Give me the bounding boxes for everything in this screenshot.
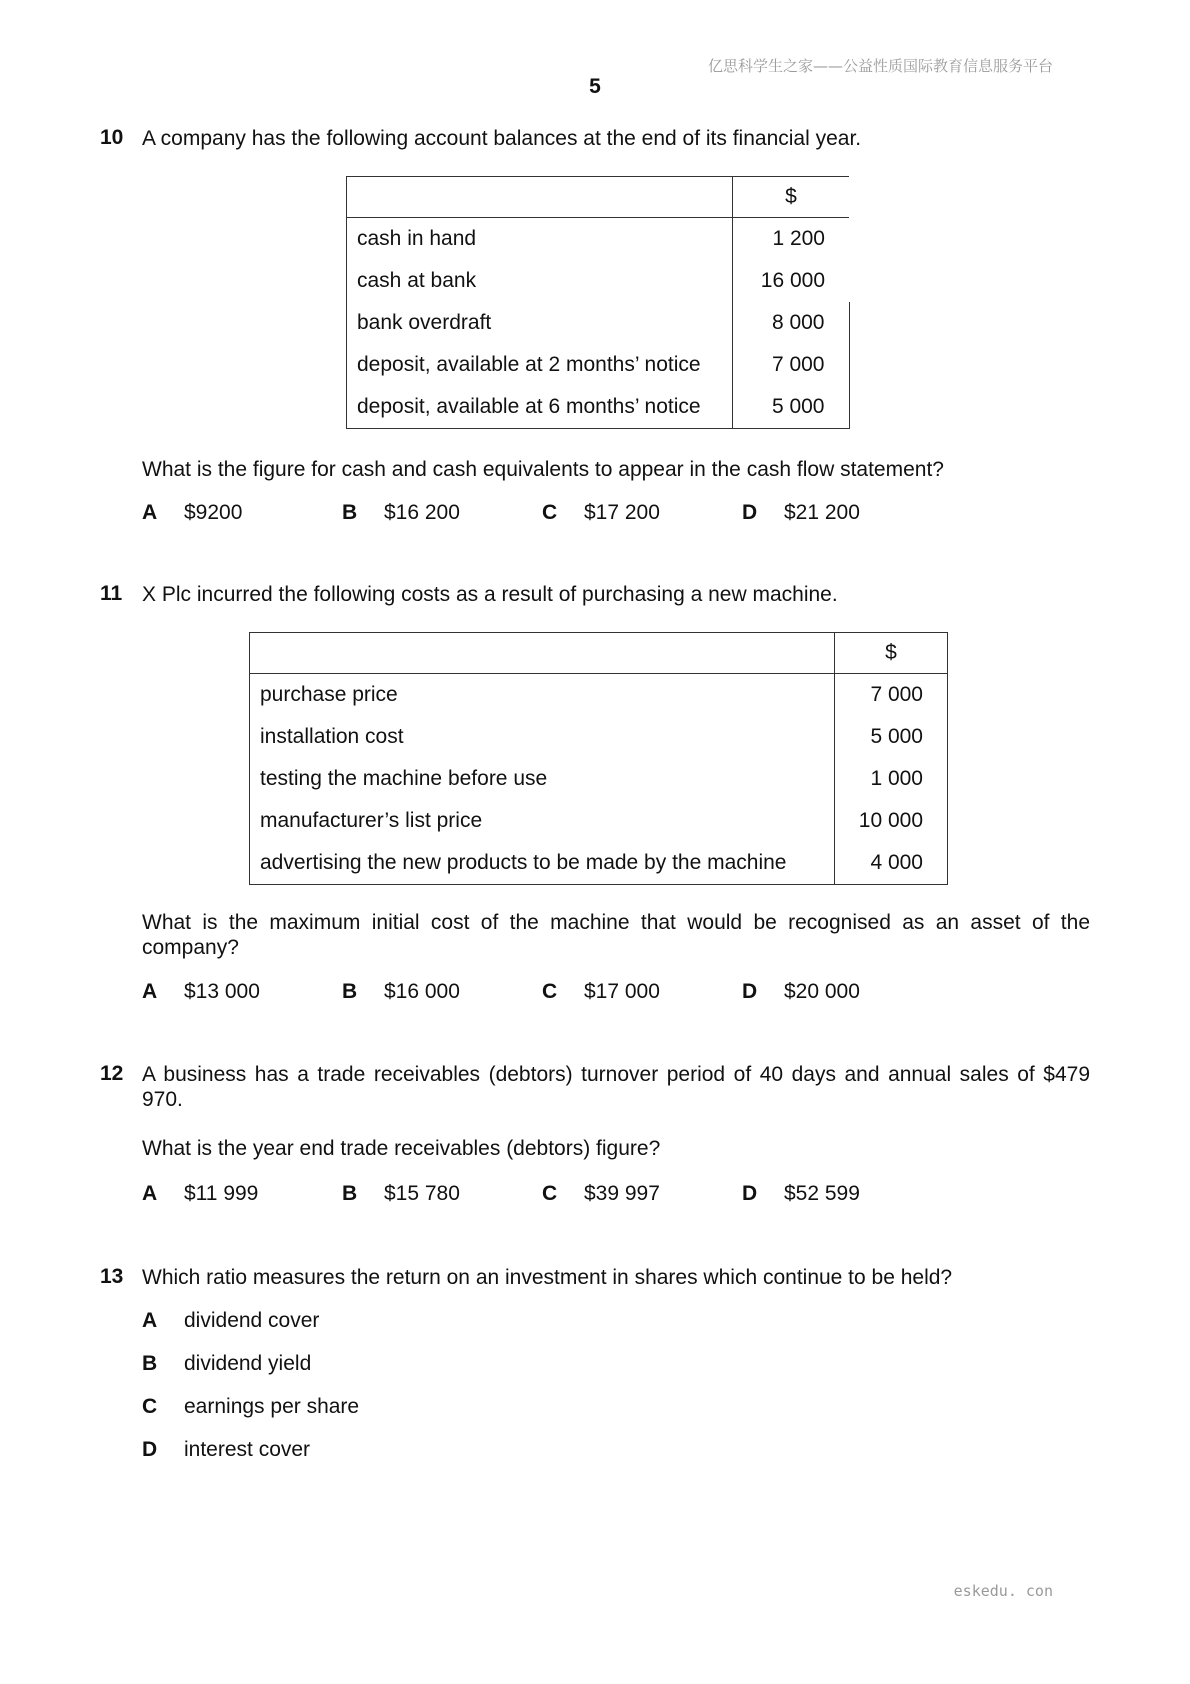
- table-row: [347, 344, 850, 386]
- option-letter: A: [142, 1182, 158, 1205]
- option-text: $16 200: [384, 501, 460, 524]
- table-row: [250, 674, 948, 717]
- option-b[interactable]: [342, 980, 460, 1004]
- row-label: manufacturer’s list price: [250, 800, 835, 842]
- question-number: 12: [100, 1062, 124, 1085]
- table-row: [347, 302, 850, 344]
- option-text: $17 000: [584, 980, 660, 1003]
- row-amount: 4 000: [835, 842, 948, 885]
- option-letter: D: [142, 1438, 158, 1461]
- table-row: [250, 758, 948, 800]
- option-text: interest cover: [184, 1438, 311, 1461]
- option-b[interactable]: [342, 501, 460, 525]
- account-balances-table: [346, 176, 850, 429]
- option-d[interactable]: [742, 980, 860, 1004]
- row-label: cash at bank: [347, 260, 733, 302]
- option-c[interactable]: [142, 1395, 359, 1421]
- row-amount: 1 200: [733, 218, 850, 261]
- option-d[interactable]: [742, 1182, 860, 1206]
- question-number: 10: [100, 126, 124, 149]
- question-stem: Which ratio measures the return on an investment in shares which continue to be held?: [142, 1266, 953, 1289]
- option-d[interactable]: [142, 1438, 310, 1464]
- option-letter: C: [542, 501, 558, 524]
- option-text: $16 000: [384, 980, 460, 1003]
- page-number: 5: [589, 75, 601, 98]
- option-text: dividend cover: [184, 1309, 320, 1332]
- table-row: [250, 842, 948, 885]
- option-a[interactable]: [142, 1309, 319, 1335]
- question-10: [100, 126, 1090, 526]
- option-text: dividend yield: [184, 1352, 312, 1375]
- option-letter: B: [342, 501, 358, 524]
- option-c[interactable]: [542, 1182, 660, 1206]
- option-text: $9200: [184, 501, 243, 524]
- option-letter: D: [742, 980, 758, 1003]
- row-amount: 5 000: [733, 386, 850, 429]
- option-text: $15 780: [384, 1182, 460, 1205]
- question-13: [100, 1265, 1090, 1465]
- option-text: $20 000: [784, 980, 860, 1003]
- table-row: [347, 218, 850, 261]
- question-prompt: What is the maximum initial cost of the machine that would be recognised as an asset of the company?: [142, 911, 1090, 959]
- option-a[interactable]: [142, 980, 260, 1004]
- option-b[interactable]: [142, 1352, 311, 1378]
- option-a[interactable]: [142, 501, 242, 525]
- option-d[interactable]: [742, 501, 860, 525]
- row-amount: 10 000: [835, 800, 948, 842]
- question-stem: X Plc incurred the following costs as a result of purchasing a new machine.: [142, 583, 838, 606]
- row-label: cash in hand: [347, 218, 733, 261]
- option-letter: B: [142, 1352, 158, 1375]
- question-11: [100, 582, 1090, 1012]
- table-row: [347, 260, 850, 302]
- table-row: [250, 716, 948, 758]
- question-prompt: What is the year end trade receivables (debtors) figure?: [142, 1137, 661, 1160]
- table-row: [347, 386, 850, 429]
- option-text: $13 000: [184, 980, 260, 1003]
- question-stem: A business has a trade receivables (debtors) turnover period of 40 days and annual sales of $479 970.: [142, 1063, 1090, 1111]
- row-label: testing the machine before use: [250, 758, 835, 800]
- row-label: bank overdraft: [347, 302, 733, 344]
- row-label: advertising the new products to be made by the machine: [250, 842, 835, 885]
- table-header-blank: [250, 633, 835, 674]
- option-b[interactable]: [342, 1182, 460, 1206]
- option-letter: B: [342, 1182, 358, 1205]
- option-letter: A: [142, 1309, 158, 1332]
- row-label: deposit, available at 2 months’ notice: [347, 344, 733, 386]
- option-letter: A: [142, 980, 158, 1003]
- option-letter: C: [542, 980, 558, 1003]
- option-letter: B: [342, 980, 358, 1003]
- watermark-footer: eskedu. con: [953, 1582, 1053, 1600]
- answer-options: [142, 1182, 942, 1208]
- watermark-header: 亿思科学生之家——公益性质国际教育信息服务平台: [707, 57, 1053, 75]
- option-a[interactable]: [142, 1182, 258, 1206]
- question-prompt: What is the figure for cash and cash equivalents to appear in the cash flow statement?: [142, 458, 944, 481]
- answer-options: [142, 501, 942, 527]
- answer-options: [142, 980, 942, 1006]
- question-number: 11: [100, 582, 123, 605]
- option-text: $21 200: [784, 501, 860, 524]
- row-label: purchase price: [250, 674, 835, 717]
- row-amount: 16 000: [733, 260, 850, 302]
- question-number: 13: [100, 1265, 124, 1288]
- row-amount: 8 000: [733, 302, 850, 344]
- row-amount: 5 000: [835, 716, 948, 758]
- option-text: $17 200: [584, 501, 660, 524]
- row-label: deposit, available at 6 months’ notice: [347, 386, 733, 429]
- row-amount: 7 000: [733, 344, 850, 386]
- table-header-blank: [347, 177, 733, 218]
- option-text: $11 999: [184, 1182, 259, 1205]
- machine-costs-table: [249, 632, 948, 885]
- currency-header: $: [733, 177, 850, 218]
- currency-header: $: [835, 633, 948, 674]
- option-c[interactable]: [542, 501, 660, 525]
- option-text: $39 997: [584, 1182, 660, 1205]
- option-letter: D: [742, 1182, 758, 1205]
- option-letter: A: [142, 501, 158, 524]
- question-12: [100, 1062, 1090, 1222]
- row-label: installation cost: [250, 716, 835, 758]
- row-amount: 1 000: [835, 758, 948, 800]
- option-letter: C: [542, 1182, 558, 1205]
- table-row: [250, 800, 948, 842]
- option-c[interactable]: [542, 980, 660, 1004]
- option-letter: D: [742, 501, 758, 524]
- question-stem: A company has the following account balances at the end of its financial year.: [142, 127, 862, 150]
- option-text: $52 599: [784, 1182, 860, 1205]
- row-amount: 7 000: [835, 674, 948, 717]
- option-letter: C: [142, 1395, 158, 1418]
- option-text: earnings per share: [184, 1395, 360, 1418]
